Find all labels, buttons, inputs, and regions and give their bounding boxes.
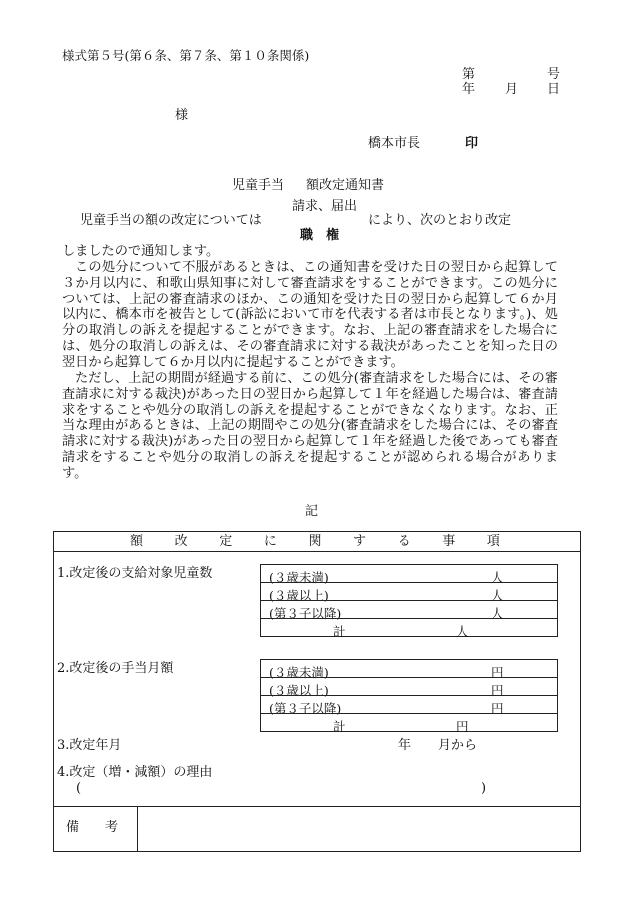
table-header-char: す [353,534,367,549]
reason-lead: 児童手当の額の改定については [80,213,262,228]
date-day: 日 [547,82,561,97]
item1-row-label: (３歳未満) [269,570,329,585]
reason-trail: により、次のとおり改定 [368,213,512,228]
table-header-char: 改 [174,534,188,549]
issuer: 橋本市長 [368,136,421,151]
item2-row [260,677,558,696]
item2-row [260,659,558,678]
title-right: 額改定通知書 [306,178,385,193]
table-header-char: 関 [308,534,322,549]
table-header-char: 事 [442,534,456,549]
item2-row-unit: 円 [491,683,504,698]
table-header-char: る [397,534,411,549]
table-header-divider [53,551,580,552]
number-prefix: 第 [462,67,476,82]
item2-label: 2.改定後の手当月額 [57,661,174,676]
item1-row-unit: 人 [491,606,504,621]
item2-row-label: (３歳未満) [269,665,329,680]
number-suffix: 号 [547,67,561,82]
item3-month-from: 月から [438,738,478,753]
item2-total-row [260,713,558,732]
item1-row [260,600,558,619]
item2-row-label: (第３子以降) [269,701,342,716]
appeal-paragraph-2: ただし、上記の期間が経過する前に、この処分(審査請求をした場合には、その審査請求に対する裁決)があった日の翌日から起算して１年を経過した場合は、審査請求をすることや処分の取消しの訴えを提起することができなくなります。なお、正当な理由があるときは、上記の期間やこの処分(審査請求をした場合には、その審査請求に対する裁決)があった日の翌日から起算して１年を経過した後であっても審査請求をすることや処分の取消しの訴えを提起することが認められる場合があります。 [62,371,558,481]
table-header-char: 額 [130,534,144,549]
reason-option-request: 請求、届出 [292,199,358,214]
remarks-label: 備 考 [66,820,119,835]
table-header-char: に [263,534,277,549]
item2-total-unit: 円 [456,719,469,734]
table-header [130,535,500,548]
item1-total-unit: 人 [456,624,469,639]
item2-row-unit: 円 [491,665,504,680]
item4-paren-open: ( [76,781,82,796]
item1-label: 1.改定後の支給対象児童数 [57,566,213,581]
item3-year: 年 [398,738,412,753]
table-header-char: 定 [219,534,233,549]
item2-row-unit: 円 [491,701,504,716]
date-month: 月 [505,82,519,97]
item1-row-label: (３歳以上) [269,588,329,603]
item1-total-row [260,618,558,637]
recipient-suffix: 様 [175,108,189,123]
appeal-paragraph-1: この処分について不服があるときは、この通知書を受けた日の翌日から起算して３か月以内に、和歌山県知事に対して審査請求をすることができます。この処分については、上記の審査請求のほか、この通知を受けた日の翌日から起算して６か月以内に、橋本市を被告として(訴訟において市を代表する者は市長となります。)、処分の取消しの訴えを提起することができます。なお、上記の審査請求をした場合には、処分の取消しの訴えは、その審査請求に対する裁決があったことを知った日の翌日から起算して６か月以内に提起することができます。 [62,260,558,370]
remarks-column-divider [137,806,138,851]
item2-total-label: 計 [333,719,346,734]
ki-mark: 記 [305,504,319,519]
item1-row-unit: 人 [491,570,504,585]
title-left: 児童手当 [232,178,285,193]
reason-option-authority: 職 権 [300,228,340,243]
item2-row [260,695,558,714]
item4-label: 4.改定（増・減額）の理由 [57,765,213,780]
table-header-char: 項 [486,534,500,549]
item1-row-unit: 人 [491,588,504,603]
item1-row-label: (第３子以降) [269,606,342,621]
item4-paren-close: ) [481,781,487,796]
date-year: 年 [462,82,476,97]
seal: 印 [465,136,479,151]
item1-row [260,564,558,583]
form-number: 様式第５号(第６条、第７条、第１０条関係) [62,48,310,63]
item1-row [260,582,558,601]
item3-label: 3.改定年月 [57,738,122,753]
item2-row-label: (３歳以上) [269,683,329,698]
remarks-divider [53,806,580,807]
body-line1: しましたので通知します。 [62,244,220,259]
item1-total-label: 計 [333,624,346,639]
